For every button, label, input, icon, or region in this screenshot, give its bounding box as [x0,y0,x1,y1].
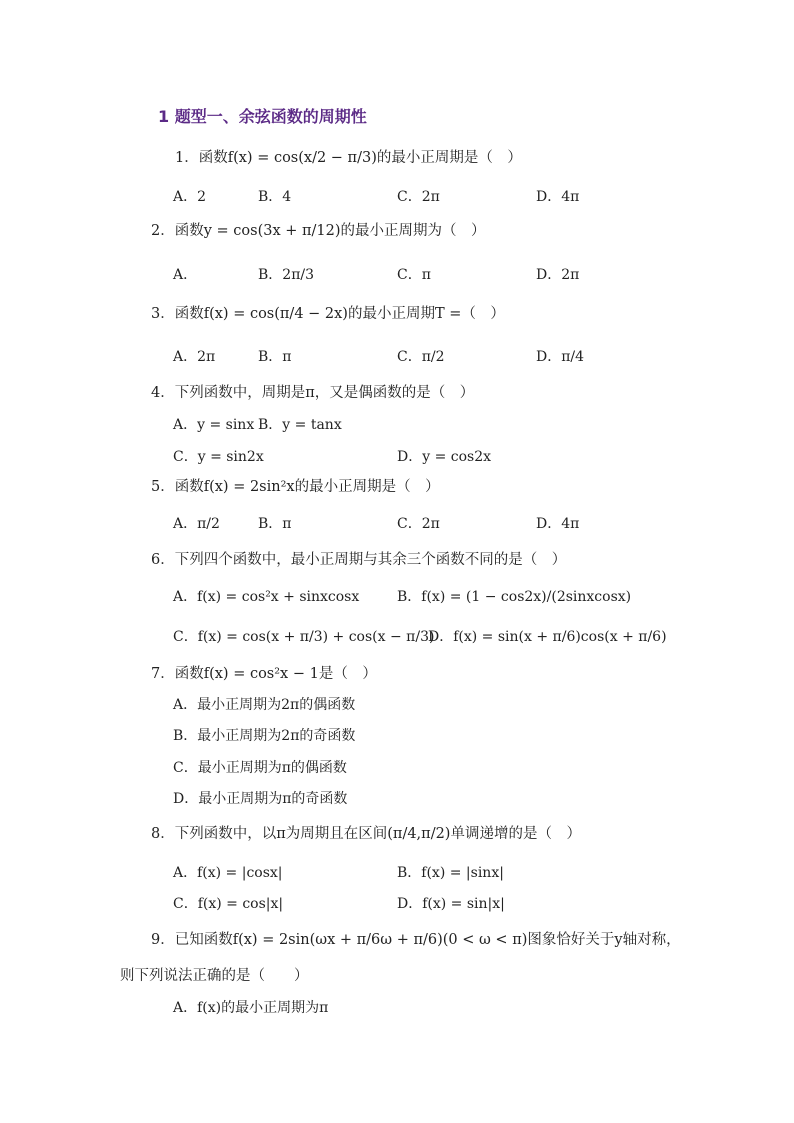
q8-option-b: B．f(x) = |sinx| [397,865,504,881]
q7-option-c: C．最小正周期为π的偶函数 [173,760,347,776]
question-3-stem: 3．函数f(x) = cos(π/4 − 2x)的最小正周期T =（ ） [151,306,505,322]
question-8-stem: 8．下列函数中，以π为周期且在区间(π/4,π/2)单调递增的是（ ） [151,826,581,842]
q5-option-d: D．4π [536,516,580,532]
q4-option-a: A．y = sinx [173,417,255,433]
q7-option-b: B．最小正周期为2π的奇函数 [173,728,356,744]
question-1-stem: 1．函数f(x) = cos(x/2 − π/3)的最小正周期是（ ） [175,150,522,166]
q6-option-a: A．f(x) = cos²x + sinxcosx [173,589,360,605]
question-6-stem: 6．下列四个函数中，最小正周期与其余三个函数不同的是（ ） [151,552,567,568]
q8-option-d: D．f(x) = sin|x| [397,896,505,912]
q7-option-d: D．最小正周期为π的奇函数 [173,791,348,807]
section-heading: 1 题型一、余弦函数的周期性 [158,107,367,126]
question-7-stem: 7．函数f(x) = cos²x − 1是（ ） [151,666,377,682]
q4-option-d: D．y = cos2x [397,449,492,465]
q2-option-c: C．π [397,267,431,283]
q2-option-a: A． [173,267,198,283]
q4-option-c: C．y = sin2x [173,449,264,465]
q6-option-b: B．f(x) = (1 − cos2x)/(2sinxcosx) [397,589,632,605]
question-9-stem-continued: 则下列说法正确的是（ ） [120,968,309,984]
q2-option-b: B．2π/3 [258,267,315,283]
q6-option-c: C．f(x) = cos(x + π/3) + cos(x − π/3) [173,629,435,645]
q9-option-a: A．f(x)的最小正周期为π [173,1000,329,1016]
q1-option-b: B．4 [258,189,292,205]
q5-option-b: B．π [258,516,292,532]
q1-option-c: C．2π [397,189,440,205]
question-4-stem: 4．下列函数中，周期是π，又是偶函数的是（ ） [151,385,475,401]
q1-option-d: D．4π [536,189,580,205]
q3-option-d: D．π/4 [536,349,585,365]
q8-option-c: C．f(x) = cos|x| [173,896,284,912]
q3-option-a: A．2π [173,349,216,365]
question-2-stem: 2．函数y = cos(3x + π/12)的最小正周期为（ ） [151,223,486,239]
question-9-stem: 9．已知函数f(x) = 2sin(ωx + π/6ω + π/6)(0 < ω < π)图象恰好关于y轴对称， [151,932,681,948]
q6-option-d: D．f(x) = sin(x + π/6)cos(x + π/6) [428,629,667,645]
q2-option-d: D．2π [536,267,580,283]
q5-option-a: A．π/2 [173,516,220,532]
q8-option-a: A．f(x) = |cosx| [173,865,283,881]
q1-option-a: A．2 [173,189,207,205]
q5-option-c: C．2π [397,516,440,532]
q3-option-c: C．π/2 [397,349,445,365]
q7-option-a: A．最小正周期为2π的偶函数 [173,697,356,713]
question-5-stem: 5．函数f(x) = 2sin²x的最小正周期是（ ） [151,479,440,495]
q3-option-b: B．π [258,349,292,365]
q4-option-b: B．y = tanx [258,417,342,433]
